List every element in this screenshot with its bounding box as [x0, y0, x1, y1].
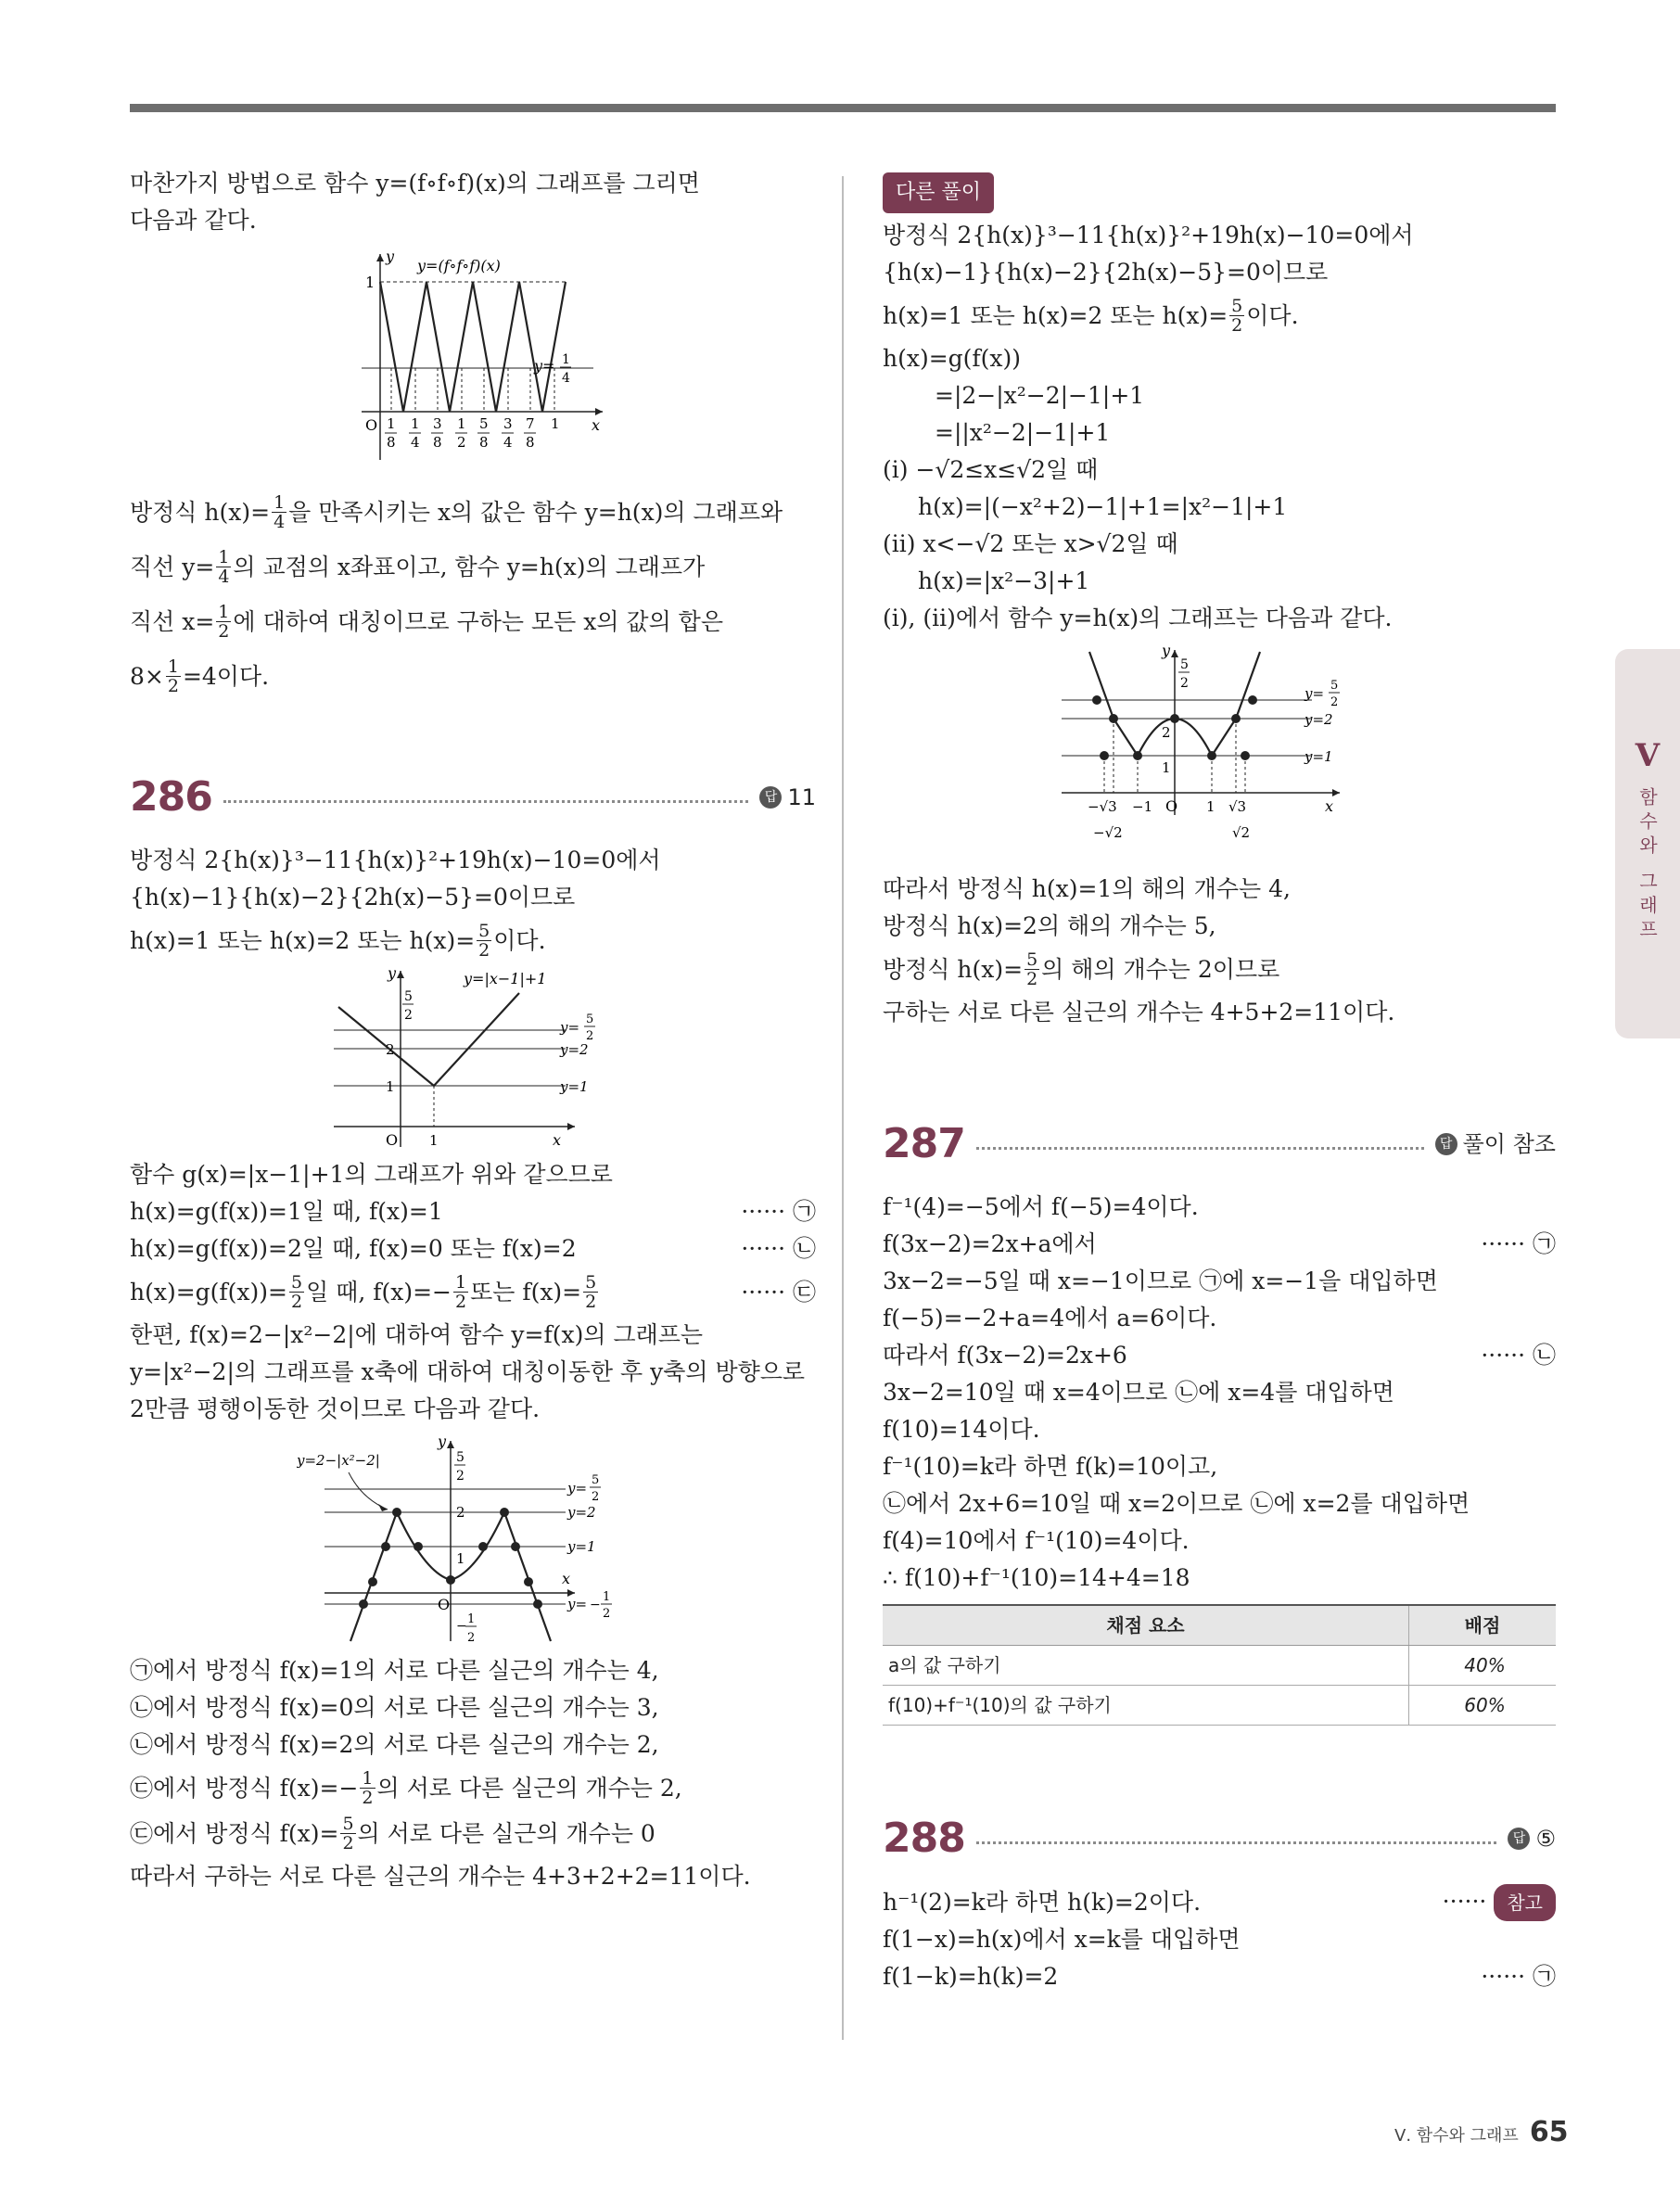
graph-h-y1: y=1 — [1305, 748, 1333, 765]
fraction: $\frac{5}{2}$ — [1026, 949, 1038, 989]
graph-abs-title: y=|x−1|+1 — [464, 970, 547, 987]
alt-line: {h(x)−1}{h(x)−2}{2h(x)−5}=0이므로 — [883, 259, 1329, 286]
answer-label: 답 ⑤ — [1508, 1820, 1556, 1857]
p287-line: ㉡에서 2x+6=10일 때 x=2이므로 ㉡에 x=2를 대입하면 — [883, 1490, 1470, 1517]
fraction: $\frac{5}{2}$ — [585, 1272, 597, 1312]
graph-h-y2: y=2 — [1305, 711, 1333, 728]
graph-f-two: 2 — [456, 1504, 465, 1521]
tick-n: 1 — [457, 415, 466, 432]
table-header: 채점 요소 — [883, 1605, 1409, 1646]
graph-h-xl6: √2 — [1232, 824, 1251, 841]
leader-dots — [976, 1147, 1424, 1150]
alt-line: h(x)=|(−x²+2)−1|+1=|x²−1|+1 — [918, 493, 1288, 520]
alt-line: h(x)=1 또는 h(x)=2 또는 h(x)= $\frac{5}{2}$ 이다. — [883, 296, 1299, 336]
p287-line: f(3x−2)=2x+a에서 ······ ㉠ — [883, 1230, 1556, 1257]
problem-number: 287 — [883, 1120, 965, 1167]
graph-fff-one: 1 — [365, 274, 375, 291]
graph-f-yneg: y= — [567, 1596, 588, 1612]
graph-fff-line-d: 4 — [562, 371, 570, 386]
chapter-roman: V — [1635, 737, 1661, 774]
p287-line: f(10)=14이다. — [883, 1416, 1040, 1443]
p286-line: 한편, f(x)=2−|x²−2|에 대하여 함수 y=f(x)의 그래프는 — [130, 1321, 704, 1348]
tick-n: 3 — [433, 415, 442, 432]
tick-d: 2 — [457, 434, 466, 451]
table-cell: 60% — [1409, 1686, 1557, 1726]
alt-line: (i), (ii)에서 함수 y=h(x)의 그래프는 다음과 같다. — [883, 605, 1393, 631]
tick-d: 8 — [387, 434, 396, 451]
graph-f-one: 1 — [456, 1550, 465, 1567]
fraction: $\frac{1}{2}$ — [167, 656, 179, 696]
graph-f-yneg-n: 1 — [603, 1590, 611, 1604]
graph-abs-eq-n: 5 — [586, 1013, 594, 1026]
graph-h-y-label: y — [1162, 643, 1171, 659]
sym-line-2: 직선 y= $\frac{1}{4}$ 의 교점의 x좌표이고, 함수 y=h(x)의 그래프가 — [130, 547, 706, 587]
graph-f-frac-n: 5 — [456, 1450, 465, 1465]
graph-abs-one: 1 — [386, 1078, 395, 1095]
alt-line: 방정식 h(x)=2의 해의 개수는 5, — [883, 912, 1216, 939]
graph-fff — [325, 245, 621, 475]
p287-line: f⁻¹(10)=k라 하면 f(k)=10이고, — [883, 1453, 1218, 1480]
p287-line: 3x−2=10일 때 x=4이므로 ㉡에 x=4를 대입하면 — [883, 1379, 1394, 1406]
top-rule — [130, 104, 1556, 112]
graph-h-x-label: x — [1325, 797, 1334, 815]
fraction: $\frac{1}{4}$ — [274, 492, 286, 532]
graph-h-xl5: −√2 — [1093, 824, 1123, 841]
table-cell: 40% — [1409, 1646, 1557, 1686]
table-header: 배점 — [1409, 1605, 1557, 1646]
problem-288-header — [883, 1811, 1556, 1866]
p286-line: ㉡에서 방정식 f(x)=0의 서로 다른 실근의 개수는 3, — [130, 1694, 659, 1721]
tick-d: 8 — [479, 434, 489, 451]
p286-line: h(x)=g(f(x))= $\frac{5}{2}$ 일 때, f(x)=− $\frac{1}{2}$ 또는 f(x)= $\frac{5}{2}$ ······ ㉢ — [130, 1272, 816, 1312]
answer-icon: 답 — [759, 786, 782, 809]
alt-solution-label: 다른 풀이 — [883, 172, 994, 213]
table-cell: a의 값 구하기 — [883, 1646, 1409, 1686]
page-footer — [1394, 2116, 1569, 2148]
fraction: $\frac{1}{2}$ — [362, 1768, 374, 1808]
p286-line: ㉠에서 방정식 f(x)=1의 서로 다른 실근의 개수는 4, — [130, 1657, 659, 1684]
sym-line-3: 직선 x= $\frac{1}{2}$ 에 대하여 대칭이므로 구하는 모든 x의 값의 합은 — [130, 602, 723, 642]
alt-line: 구하는 서로 다른 실근의 개수는 4+5+2=11이다. — [883, 999, 1395, 1025]
problem-number: 286 — [130, 773, 212, 821]
leader-dots — [976, 1841, 1497, 1844]
graph-h-origin: O — [1165, 797, 1178, 815]
problem-287-header — [883, 1116, 1556, 1172]
graph-abs-two: 2 — [386, 1041, 395, 1058]
alt-line: h(x)=g(f(x)) — [883, 345, 1022, 372]
tick-n: 5 — [479, 415, 489, 432]
tick-n: 7 — [526, 415, 535, 432]
p288-line: f(1−k)=h(k)=2 ······ ㉠ — [883, 1963, 1556, 1990]
graph-h-one: 1 — [1162, 759, 1171, 776]
graph-h-two: 2 — [1162, 724, 1171, 741]
graph-abs-eq: y= — [560, 1019, 580, 1036]
sym-line-4: 8× $\frac{1}{2}$ =4이다. — [130, 656, 270, 696]
graph-abs-y1: y=1 — [560, 1078, 589, 1095]
graph-f-yneg-sign: − — [590, 1598, 601, 1612]
graph-f — [297, 1433, 649, 1647]
answer-icon: 답 — [1435, 1133, 1457, 1155]
p286-line: ㉡에서 방정식 f(x)=2의 서로 다른 실근의 개수는 2, — [130, 1731, 659, 1758]
table-header-row — [883, 1605, 1556, 1646]
answer-label: 답 11 — [759, 779, 816, 816]
left-column — [130, 165, 816, 1895]
p288-line: f(1−x)=h(x)에서 x=k를 대입하면 — [883, 1926, 1241, 1953]
graph-h — [1062, 643, 1377, 856]
graph-f-yneg-d: 2 — [603, 1607, 611, 1621]
graph-f-neg: − — [456, 1619, 467, 1634]
alt-line: 따라서 방정식 h(x)=1의 해의 개수는 4, — [883, 875, 1291, 902]
p286-line: h(x)=1 또는 h(x)=2 또는 h(x)= $\frac{5}{2}$ 이다. — [130, 921, 546, 961]
scoring-table — [883, 1604, 1556, 1726]
graph-abs-frac-d: 2 — [404, 1008, 413, 1023]
column-divider — [842, 176, 844, 2040]
p286-line: 2만큼 평행이동한 것이므로 다음과 같다. — [130, 1395, 541, 1422]
tick-d: 4 — [411, 434, 420, 451]
graph-f-x-label: x — [562, 1570, 571, 1587]
answer-icon: 답 — [1508, 1828, 1530, 1850]
p286-line: 함수 g(x)=|x−1|+1의 그래프가 위와 같으므로 — [130, 1161, 613, 1188]
table-row — [883, 1646, 1556, 1686]
graph-abs-x-one: 1 — [429, 1132, 439, 1149]
tick-d: 8 — [526, 434, 535, 451]
graph-h-frac-d: 2 — [1180, 676, 1189, 691]
fraction: $\frac{5}{2}$ — [1231, 296, 1243, 336]
graph-f-frac-d: 2 — [456, 1469, 465, 1484]
table-cell: f(10)+f⁻¹(10)의 값 구하기 — [883, 1686, 1409, 1726]
tick-end: 1 — [551, 415, 560, 432]
graph-h-xl2: −1 — [1132, 798, 1153, 815]
answer-label: 답 풀이 참조 — [1435, 1126, 1556, 1163]
graph-h-eq: y= — [1305, 685, 1325, 702]
p288-line: h⁻¹(2)=k라 하면 h(k)=2이다. ······ 참고 — [883, 1883, 1556, 1921]
graph-abs-eq-d: 2 — [586, 1029, 594, 1043]
alt-line: h(x)=|x²−3|+1 — [918, 567, 1090, 594]
graph-abs-x-label: x — [553, 1131, 562, 1149]
graph-f-y1: y=1 — [567, 1538, 596, 1555]
tick-n: 1 — [411, 415, 420, 432]
p286-line: h(x)=g(f(x))=1일 때, f(x)=1 ······ ㉠ — [130, 1198, 816, 1225]
tick-n: 1 — [387, 415, 396, 432]
alt-line: 방정식 h(x)= $\frac{5}{2}$ 의 해의 개수는 2이므로 — [883, 949, 1280, 989]
fraction: $\frac{5}{2}$ — [290, 1272, 303, 1312]
intro-line-1: 마찬가지 방법으로 함수 y=(f∘f∘f)(x)의 그래프를 그리면 — [130, 170, 700, 197]
alt-line: =||x²−2|−1|+1 — [935, 419, 1111, 446]
p287-line: 3x−2=−5일 때 x=−1이므로 ㉠에 x=−1을 대입하면 — [883, 1267, 1438, 1294]
alt-line: 방정식 2{h(x)}³−11{h(x)}²+19h(x)−10=0에서 — [883, 222, 1414, 248]
graph-h-xl4: √3 — [1228, 798, 1247, 815]
alt-line: =|2−|x²−2|−1|+1 — [935, 382, 1145, 409]
graph-h-xl3: 1 — [1206, 798, 1215, 815]
p286-line: y=|x²−2|의 그래프를 x축에 대하여 대칭이동한 후 y축의 방향으로 — [130, 1358, 806, 1385]
p286-line: {h(x)−1}{h(x)−2}{2h(x)−5}=0이므로 — [130, 884, 576, 911]
graph-f-eq-n: 5 — [592, 1473, 600, 1487]
p286-line: 따라서 구하는 서로 다른 실근의 개수는 4+3+2+2=11이다. — [130, 1863, 751, 1890]
p287-line: f(4)=10에서 f⁻¹(10)=4이다. — [883, 1527, 1190, 1554]
graph-f-half-d: 2 — [467, 1631, 476, 1645]
alt-line: (ii) x<−√2 또는 x>√2일 때 — [883, 530, 1178, 557]
graph-f-eq-d: 2 — [592, 1490, 600, 1504]
tick-d: 4 — [503, 434, 513, 451]
table-row — [883, 1686, 1556, 1726]
reference-tag: ······ 참고 — [1443, 1883, 1556, 1921]
graph-f-eq: y= — [567, 1480, 588, 1497]
graph-f-title: y=2−|x²−2| — [297, 1452, 380, 1469]
graph-f-half-n: 1 — [467, 1612, 476, 1626]
p287-line: ∴ f(10)+f⁻¹(10)=14+4=18 — [883, 1564, 1190, 1591]
fraction: $\frac{1}{2}$ — [454, 1272, 467, 1312]
chapter-title: 함수와 그래프 — [1635, 787, 1659, 944]
graph-abs — [334, 965, 612, 1151]
fraction: $\frac{5}{2}$ — [342, 1814, 354, 1853]
graph-fff-line-n: 1 — [562, 352, 570, 367]
graph-fff-y-label: y — [386, 248, 395, 265]
graph-f-y2: y=2 — [567, 1504, 596, 1521]
alt-line: (i) −√2≤x≤√2일 때 — [883, 456, 1099, 483]
graph-h-xl1: −√3 — [1088, 798, 1117, 815]
tick-n: 3 — [503, 415, 513, 432]
p287-line: f⁻¹(4)=−5에서 f(−5)=4이다. — [883, 1193, 1199, 1220]
graph-fff-title: y=(f∘f∘f)(x) — [417, 257, 501, 274]
graph-f-y-label: y — [438, 1433, 447, 1450]
intro-line-2: 다음과 같다. — [130, 207, 257, 234]
leader-dots — [223, 800, 749, 803]
graph-h-frac-n: 5 — [1180, 657, 1189, 672]
graph-fff-line-eq: y= — [534, 357, 555, 375]
tick-d: 8 — [433, 434, 442, 451]
fraction: $\frac{1}{2}$ — [218, 602, 230, 642]
graph-abs-frac-n: 5 — [404, 989, 413, 1004]
graph-abs-y2: y=2 — [560, 1041, 589, 1058]
fraction: $\frac{1}{4}$ — [218, 547, 230, 587]
p287-line: f(−5)=−2+a=4에서 a=6이다. — [883, 1305, 1217, 1331]
p286-line: ㉢에서 방정식 f(x)=− $\frac{1}{2}$ 의 서로 다른 실근의 개수는 2, — [130, 1768, 682, 1808]
sym-line-1: 방정식 h(x)= $\frac{1}{4}$ 을 만족시키는 x의 값은 함수 y=h(x)의 그래프와 — [130, 492, 783, 532]
graph-h-eq-n: 5 — [1330, 679, 1339, 693]
p286-line: 방정식 2{h(x)}³−11{h(x)}²+19h(x)−10=0에서 — [130, 847, 661, 873]
footer-section: Ⅴ. 함수와 그래프 — [1394, 2126, 1519, 2146]
chapter-side-tab — [1615, 649, 1680, 1038]
p286-line: h(x)=g(f(x))=2일 때, f(x)=0 또는 f(x)=2 ······ ㉡ — [130, 1235, 816, 1262]
graph-abs-y-label: y — [388, 965, 397, 982]
graph-fff-x-label: x — [592, 416, 601, 434]
p286-line: ㉢에서 방정식 f(x)= $\frac{5}{2}$ 의 서로 다른 실근의 개수는 0 — [130, 1814, 655, 1853]
right-column — [883, 172, 1556, 1995]
graph-h-eq-d: 2 — [1330, 695, 1339, 709]
graph-f-origin: O — [438, 1596, 451, 1613]
graph-fff-origin: O — [365, 416, 378, 434]
page-number: 65 — [1529, 2116, 1569, 2148]
problem-286-header — [130, 770, 816, 825]
fraction: $\frac{5}{2}$ — [478, 921, 490, 961]
problem-number: 288 — [883, 1815, 965, 1862]
graph-abs-origin: O — [386, 1131, 399, 1149]
reference-pill: 참고 — [1494, 1884, 1556, 1921]
p287-line: 따라서 f(3x−2)=2x+6 ······ ㉡ — [883, 1342, 1556, 1369]
